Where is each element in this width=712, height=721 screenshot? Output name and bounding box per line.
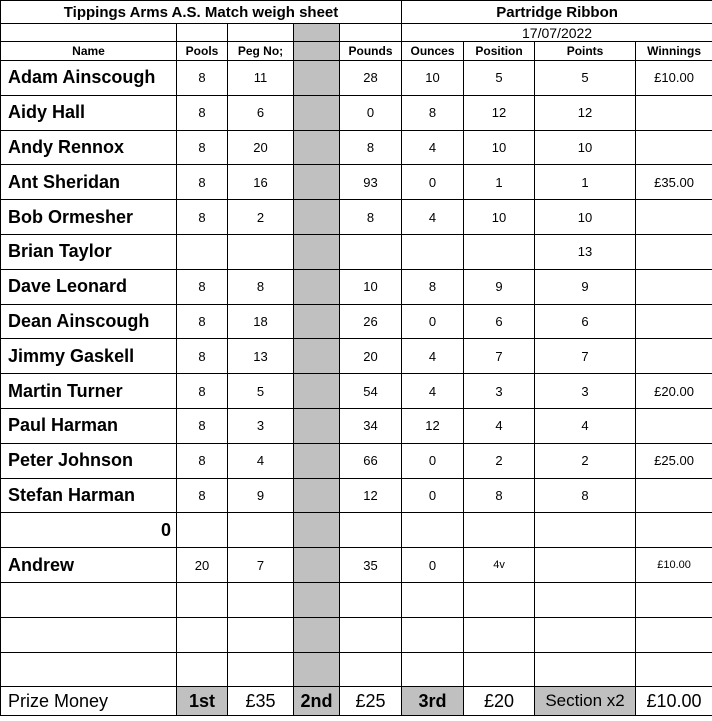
cell-pounds: 8 xyxy=(340,130,402,165)
cell-peg: 13 xyxy=(228,339,294,374)
cell-pools: 8 xyxy=(177,200,228,235)
cell-ounces: 4 xyxy=(402,339,464,374)
shaded-cell xyxy=(294,165,340,200)
cell-peg: 18 xyxy=(228,304,294,339)
cell-pounds: 26 xyxy=(340,304,402,339)
cell-pounds: 54 xyxy=(340,374,402,409)
shaded-cell xyxy=(294,24,340,42)
cell-points xyxy=(535,582,636,617)
angler-name: Stefan Harman xyxy=(1,478,177,513)
cell-points: 9 xyxy=(535,269,636,304)
cell-ounces xyxy=(402,617,464,652)
match-date: 17/07/2022 xyxy=(402,24,712,42)
cell-pools: 8 xyxy=(177,443,228,478)
cell-pounds xyxy=(340,652,402,687)
cell-winnings xyxy=(636,513,712,548)
cell-pools: 8 xyxy=(177,95,228,130)
cell-pounds xyxy=(340,513,402,548)
cell-pools: 8 xyxy=(177,165,228,200)
cell-ounces: 0 xyxy=(402,443,464,478)
blank-cell xyxy=(340,24,402,42)
cell-pounds: 12 xyxy=(340,478,402,513)
cell-pools xyxy=(177,582,228,617)
shaded-cell xyxy=(294,617,340,652)
cell-pools: 8 xyxy=(177,61,228,96)
cell-ounces: 8 xyxy=(402,269,464,304)
blank-cell xyxy=(1,24,177,42)
table-row xyxy=(1,478,712,513)
cell-points: 3 xyxy=(535,374,636,409)
cell-position xyxy=(464,513,535,548)
cell-position: 8 xyxy=(464,478,535,513)
cell-pounds: 66 xyxy=(340,443,402,478)
cell-peg xyxy=(228,582,294,617)
angler-name xyxy=(1,617,177,652)
table-row xyxy=(1,548,712,583)
title-row xyxy=(1,1,712,24)
cell-position: 9 xyxy=(464,269,535,304)
col-header-peg: Peg No; xyxy=(228,42,294,61)
col-header-winnings: Winnings xyxy=(636,42,712,61)
cell-pools: 8 xyxy=(177,130,228,165)
cell-position xyxy=(464,582,535,617)
table-row xyxy=(1,61,712,96)
cell-ounces xyxy=(402,582,464,617)
cell-points: 10 xyxy=(535,200,636,235)
col-header-name: Name xyxy=(1,42,177,61)
cell-peg: 3 xyxy=(228,408,294,443)
table-row xyxy=(1,165,712,200)
cell-winnings: £35.00 xyxy=(636,165,712,200)
cell-position: 4v xyxy=(464,548,535,583)
cell-pounds: 10 xyxy=(340,269,402,304)
date-row xyxy=(1,24,712,42)
cell-pools: 20 xyxy=(177,548,228,583)
table-row xyxy=(1,582,712,617)
table-row xyxy=(1,234,712,269)
angler-name: Brian Taylor xyxy=(1,234,177,269)
cell-position xyxy=(464,617,535,652)
cell-pounds: 35 xyxy=(340,548,402,583)
col-header-points: Points xyxy=(535,42,636,61)
angler-name: Andrew xyxy=(1,548,177,583)
table-row xyxy=(1,304,712,339)
blank-cell xyxy=(228,24,294,42)
angler-name xyxy=(1,652,177,687)
shaded-cell xyxy=(294,42,340,61)
table-row xyxy=(1,95,712,130)
cell-points xyxy=(535,513,636,548)
cell-position: 5 xyxy=(464,61,535,96)
cell-position xyxy=(464,652,535,687)
cell-points: 10 xyxy=(535,130,636,165)
prize-first-label: 1st xyxy=(177,687,228,716)
cell-peg xyxy=(228,513,294,548)
cell-points xyxy=(535,617,636,652)
prize-third-value: £20 xyxy=(464,687,535,716)
angler-name: Dave Leonard xyxy=(1,269,177,304)
table-row xyxy=(1,269,712,304)
cell-peg: 20 xyxy=(228,130,294,165)
cell-winnings xyxy=(636,304,712,339)
table-row xyxy=(1,374,712,409)
cell-ounces: 12 xyxy=(402,408,464,443)
angler-name: Andy Rennox xyxy=(1,130,177,165)
table-row xyxy=(1,443,712,478)
cell-pounds: 20 xyxy=(340,339,402,374)
cell-pools xyxy=(177,513,228,548)
shaded-cell xyxy=(294,548,340,583)
cell-points xyxy=(535,652,636,687)
shaded-cell xyxy=(294,582,340,617)
cell-peg xyxy=(228,234,294,269)
table-row xyxy=(1,652,712,687)
cell-points: 13 xyxy=(535,234,636,269)
cell-pounds: 34 xyxy=(340,408,402,443)
cell-position: 10 xyxy=(464,130,535,165)
shaded-cell xyxy=(294,95,340,130)
cell-points: 6 xyxy=(535,304,636,339)
cell-ounces xyxy=(402,234,464,269)
angler-name: Ant Sheridan xyxy=(1,165,177,200)
table-row xyxy=(1,130,712,165)
cell-position: 10 xyxy=(464,200,535,235)
cell-peg xyxy=(228,617,294,652)
cell-position: 3 xyxy=(464,374,535,409)
cell-position: 6 xyxy=(464,304,535,339)
angler-name: Adam Ainscough xyxy=(1,61,177,96)
cell-winnings xyxy=(636,200,712,235)
cell-ounces: 0 xyxy=(402,165,464,200)
cell-peg: 9 xyxy=(228,478,294,513)
cell-ounces: 0 xyxy=(402,304,464,339)
cell-winnings xyxy=(636,617,712,652)
cell-pools: 8 xyxy=(177,269,228,304)
angler-name: 0 xyxy=(1,513,177,548)
cell-winnings: £20.00 xyxy=(636,374,712,409)
angler-name: Paul Harman xyxy=(1,408,177,443)
table-row xyxy=(1,339,712,374)
cell-ounces xyxy=(402,652,464,687)
column-header-row xyxy=(1,42,712,61)
prize-section-value: £10.00 xyxy=(636,687,712,716)
shaded-cell xyxy=(294,652,340,687)
cell-ounces: 4 xyxy=(402,374,464,409)
cell-pools xyxy=(177,652,228,687)
cell-pools: 8 xyxy=(177,408,228,443)
angler-name: Bob Ormesher xyxy=(1,200,177,235)
cell-pools: 8 xyxy=(177,304,228,339)
table-row xyxy=(1,200,712,235)
cell-ounces: 4 xyxy=(402,200,464,235)
shaded-cell xyxy=(294,200,340,235)
cell-pools: 8 xyxy=(177,339,228,374)
cell-winnings: £10.00 xyxy=(636,61,712,96)
shaded-cell xyxy=(294,408,340,443)
cell-winnings xyxy=(636,269,712,304)
cell-winnings: £10.00 xyxy=(636,548,712,583)
prize-first-value: £35 xyxy=(228,687,294,716)
prize-third-label: 3rd xyxy=(402,687,464,716)
angler-name: Peter Johnson xyxy=(1,443,177,478)
angler-name: Dean Ainscough xyxy=(1,304,177,339)
shaded-cell xyxy=(294,234,340,269)
shaded-cell xyxy=(294,339,340,374)
cell-winnings xyxy=(636,339,712,374)
cell-points: 2 xyxy=(535,443,636,478)
shaded-cell xyxy=(294,130,340,165)
prize-money-row xyxy=(1,687,712,716)
table-row xyxy=(1,513,712,548)
shaded-cell xyxy=(294,61,340,96)
angler-name: Aidy Hall xyxy=(1,95,177,130)
prize-second-value: £25 xyxy=(340,687,402,716)
cell-points: 12 xyxy=(535,95,636,130)
cell-peg: 4 xyxy=(228,443,294,478)
table-row xyxy=(1,617,712,652)
col-header-pounds: Pounds xyxy=(340,42,402,61)
cell-ounces xyxy=(402,513,464,548)
cell-pounds: 28 xyxy=(340,61,402,96)
prize-section-label: Section x2 xyxy=(535,687,636,716)
cell-pounds xyxy=(340,582,402,617)
cell-winnings xyxy=(636,652,712,687)
cell-position: 2 xyxy=(464,443,535,478)
cell-pounds xyxy=(340,234,402,269)
shaded-cell xyxy=(294,304,340,339)
cell-position: 12 xyxy=(464,95,535,130)
col-header-position: Position xyxy=(464,42,535,61)
cell-peg xyxy=(228,652,294,687)
cell-ounces: 8 xyxy=(402,95,464,130)
shaded-cell xyxy=(294,513,340,548)
cell-pounds: 8 xyxy=(340,200,402,235)
angler-name: Martin Turner xyxy=(1,374,177,409)
cell-pools: 8 xyxy=(177,478,228,513)
blank-cell xyxy=(177,24,228,42)
cell-pounds: 0 xyxy=(340,95,402,130)
cell-position: 7 xyxy=(464,339,535,374)
cell-winnings xyxy=(636,408,712,443)
cell-points: 5 xyxy=(535,61,636,96)
col-header-ounces: Ounces xyxy=(402,42,464,61)
cell-position: 1 xyxy=(464,165,535,200)
cell-winnings xyxy=(636,95,712,130)
angler-name xyxy=(1,582,177,617)
cell-peg: 16 xyxy=(228,165,294,200)
cell-points: 7 xyxy=(535,339,636,374)
cell-peg: 6 xyxy=(228,95,294,130)
cell-pounds xyxy=(340,617,402,652)
cell-position: 4 xyxy=(464,408,535,443)
angler-name: Jimmy Gaskell xyxy=(1,339,177,374)
shaded-cell xyxy=(294,269,340,304)
cell-points: 4 xyxy=(535,408,636,443)
cell-points xyxy=(535,548,636,583)
cell-pools xyxy=(177,234,228,269)
match-title: Partridge Ribbon xyxy=(402,1,712,24)
cell-peg: 5 xyxy=(228,374,294,409)
cell-pools: 8 xyxy=(177,374,228,409)
shaded-cell xyxy=(294,374,340,409)
cell-pounds: 93 xyxy=(340,165,402,200)
cell-winnings xyxy=(636,478,712,513)
cell-winnings xyxy=(636,130,712,165)
cell-ounces: 0 xyxy=(402,548,464,583)
cell-pools xyxy=(177,617,228,652)
cell-ounces: 0 xyxy=(402,478,464,513)
cell-winnings xyxy=(636,234,712,269)
shaded-cell xyxy=(294,478,340,513)
cell-winnings xyxy=(636,582,712,617)
cell-peg: 11 xyxy=(228,61,294,96)
cell-points: 1 xyxy=(535,165,636,200)
sheet-title: Tippings Arms A.S. Match weigh sheet xyxy=(1,1,402,24)
shaded-cell xyxy=(294,443,340,478)
cell-position xyxy=(464,234,535,269)
cell-points: 8 xyxy=(535,478,636,513)
cell-peg: 2 xyxy=(228,200,294,235)
cell-ounces: 10 xyxy=(402,61,464,96)
cell-peg: 8 xyxy=(228,269,294,304)
table-row xyxy=(1,408,712,443)
cell-winnings: £25.00 xyxy=(636,443,712,478)
cell-ounces: 4 xyxy=(402,130,464,165)
cell-peg: 7 xyxy=(228,548,294,583)
prize-money-label: Prize Money xyxy=(1,687,177,716)
col-header-pools: Pools xyxy=(177,42,228,61)
prize-second-label: 2nd xyxy=(294,687,340,716)
